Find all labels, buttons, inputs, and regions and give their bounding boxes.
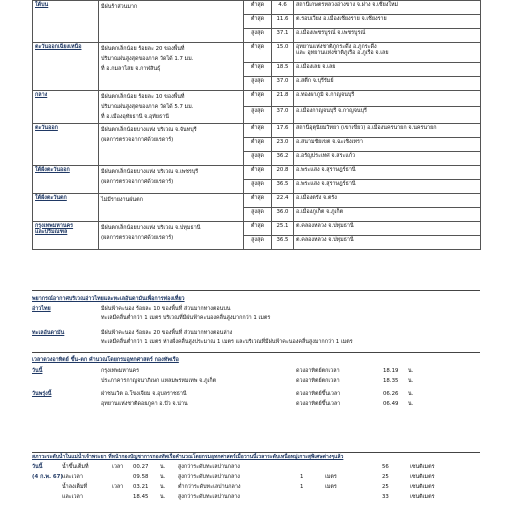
tide-desc: สูงกว่าระดับทะเลปานกลาง — [178, 474, 240, 480]
sun-time: 18.35 — [383, 378, 399, 384]
tide-time: 00.27 — [133, 464, 149, 470]
rain-note-line: มีฝนตกเล็กน้อย ร้อยละ 20 ของพื้นที่ — [101, 45, 185, 52]
sea-forecast-title: พยากรณ์อากาศบริเวณอ่าวไทยและทะเลอันดามันเพื่อการท่องเที่ยว — [32, 296, 185, 302]
weather-row — [33, 221, 481, 235]
sun-place: ประภาคารกาญจนาภิเษก แหลมพรหมเทพ จ.ภูเก็ต — [101, 378, 217, 384]
tide-period-label: เวลา — [112, 484, 124, 490]
rain-note-line: (ผลการตรวจอากาศด้วยเรดาร์) — [101, 234, 174, 241]
temp-place — [294, 165, 481, 179]
temp-kind: สูงสุด — [244, 235, 272, 249]
region-name-line: ตะวันออก — [35, 124, 58, 131]
rain-note-line: มีฝนตกเล็กน้อยบางแห่ง บริเวณ จ.เพชรบุรี — [101, 168, 199, 175]
temp-place — [294, 77, 481, 91]
rain-note-line: มีฝนร้าส่วนมาก — [101, 3, 138, 10]
sun-time: 18.19 — [383, 368, 399, 374]
sun-event: ดวงอาทิตย์ตกเวลา — [296, 378, 340, 384]
temp-kind: ต่ำสุด — [244, 63, 272, 77]
temp-place — [294, 91, 481, 107]
sun-unit: น. — [408, 391, 414, 397]
temp-place-line: ต.คลองหลวง จ.ปทุมธานี — [296, 222, 354, 229]
tide-time-unit: น. — [160, 494, 166, 500]
temp-place-line: อ.เมืองภูเก็ต จ.ภูเก็ต — [296, 208, 344, 215]
tide-time: 03.21 — [133, 484, 149, 490]
temp-place — [294, 137, 481, 151]
tide-cm: 25 — [382, 484, 389, 490]
temp-place — [294, 63, 481, 77]
temp-value: 37.1 — [272, 29, 294, 43]
tide-day: วันนี้ — [32, 464, 43, 470]
temp-place-line: อุทยานแห่งชาติภูกระดึง อ.ภูกระดึง — [296, 43, 377, 50]
temp-kind: สูงสุด — [244, 207, 272, 221]
region-name-line: กลาง — [35, 91, 48, 98]
temp-value: 11.6 — [272, 15, 294, 29]
temp-place — [294, 193, 481, 207]
region-name-line: ใต้บน — [35, 1, 49, 8]
tide-kind: และเวลา — [62, 474, 83, 480]
temp-place — [294, 107, 481, 123]
temp-value: 18.5 — [272, 63, 294, 77]
temp-place-line: สถานีอุตุนิยมวิทยา (เขาเขียว) อ.เมืองนครนายก จ.นครนายก — [296, 124, 437, 131]
weather-row — [33, 193, 481, 207]
temp-place — [294, 221, 481, 235]
section-divider — [32, 352, 480, 353]
temp-place — [294, 207, 481, 221]
tide-kind: และเวลา — [62, 494, 83, 500]
temp-kind: ต่ำสุด — [244, 91, 272, 107]
temp-place-line: ต.รอบเวียง อ.เมืองเชียงราย จ.เชียงราย — [296, 15, 387, 22]
region-name — [33, 43, 99, 91]
region-name — [33, 221, 99, 249]
tide-time: 18.45 — [133, 494, 149, 500]
sun-day: วันนี้ — [32, 368, 43, 374]
tide-date: (4 ก.พ. 67) — [32, 474, 63, 480]
sea-andaman-label: ทะเลอันดามัน — [32, 330, 65, 336]
temp-kind: ต่ำสุด — [244, 193, 272, 207]
temp-place — [294, 179, 481, 193]
temp-kind: ต่ำสุด — [244, 137, 272, 151]
rain-note — [99, 1, 244, 43]
temp-place-line: อ.เมืองตรัง จ.ตรัง — [296, 194, 337, 201]
temp-kind: ต่ำสุด — [244, 165, 272, 179]
rain-note-line: มีฝนตกเล็กน้อยบางแห่ง บริเวณ จ.ปทุมธานี — [101, 224, 201, 231]
tide-meter-unit: เมตร — [325, 484, 337, 490]
tide-meter: 1 — [300, 484, 304, 490]
sun-unit: น. — [408, 378, 414, 384]
sea-andaman-line-1: มีฝนฟ้าคะนอง ร้อยละ 20 ของพื้นที่ ส่วนมากทางตอนล่าง — [101, 330, 233, 336]
temp-place-line: อ.เมืองเลย จ.เลย — [296, 63, 336, 70]
tide-kind: น้ำขึ้นเต็มที่ — [62, 464, 89, 470]
rain-note — [99, 91, 244, 124]
rain-note-line: มีฝนตกเล็กน้อย ร้อยละ 10 ของพื้นที่ — [101, 93, 185, 100]
temp-value: 36.5 — [272, 179, 294, 193]
temp-place-line: อ.สตึก จ.บุรีรัมย์ — [296, 77, 334, 84]
temp-kind: ต่ำสุด — [244, 1, 272, 15]
temp-value: 37.0 — [272, 107, 294, 123]
temp-place — [294, 1, 481, 15]
temp-value: 20.8 — [272, 165, 294, 179]
tide-cm-unit: เซนติเมตร — [410, 474, 435, 480]
rain-note-line: ปริมาณฝนสูงสุดของภาค วัดได้ 1.7 มม. — [101, 55, 194, 62]
temp-value: 36.2 — [272, 151, 294, 165]
weather-row — [33, 91, 481, 107]
region-name — [33, 165, 99, 193]
temp-place-line: อ.พระแสง จ.สุราษฎร์ธานี — [296, 166, 356, 173]
weather-row — [33, 43, 481, 63]
temp-kind: สูงสุด — [244, 29, 272, 43]
tide-time-unit: น. — [160, 484, 166, 490]
temp-value: 4.6 — [272, 1, 294, 15]
sun-event: ดวงอาทิตย์ตกเวลา — [296, 368, 340, 374]
sun-day: วันพรุ่งนี้ — [32, 391, 52, 397]
sun-title: เวลาดวงอาทิตย์ ขึ้น-ตก คำนวณโดยกรมอุทกศาสตร์ กองทัพเรือ — [32, 357, 179, 363]
temp-place-line: อ.เมืองกาญจนบุรี จ.กาญจนบุรี — [296, 108, 367, 115]
temp-value: 36.5 — [272, 235, 294, 249]
rain-note-line: ปริมาณฝนสูงสุดของภาค วัดได้ 5.7 มม. — [101, 103, 194, 110]
temp-kind: ต่ำสุด — [244, 43, 272, 63]
temp-place — [294, 29, 481, 43]
temp-kind: ต่ำสุด — [244, 123, 272, 137]
temp-place — [294, 123, 481, 137]
weather-row — [33, 1, 481, 15]
temp-place-line: ต.คลองหลวง จ.ปทุมธานี — [296, 236, 354, 243]
temp-kind: สูงสุด — [244, 179, 272, 193]
sun-unit: น. — [408, 401, 414, 407]
tide-kind: น้ำลงเต็มที่ — [62, 484, 88, 490]
temp-place — [294, 43, 481, 63]
tide-title: สภาวะระดับน้ำในแม่น้ำเจ้าพระยา ที่หน้ากองบัญชาการกองทัพเรือคำนวณโดยกรมอุทกศาสตร์เมื่อวานนี้เวลาระดับเหนือหมู่เกาะสุพิเศษต่างๆแล้ว — [32, 454, 344, 460]
temp-place-line: อ.อรัญประเทศ จ.สระแก้ว — [296, 152, 356, 159]
temp-value: 23.0 — [272, 137, 294, 151]
tide-meter: 1 — [300, 474, 304, 480]
sun-time: 06.49 — [383, 401, 399, 407]
sun-unit: น. — [408, 368, 414, 374]
temp-value: 37.0 — [272, 77, 294, 91]
temp-kind: ต่ำสุด — [244, 15, 272, 29]
rain-note-line: ที่ อ.เมืองอุทัยธานี จ.อุทัยธานี — [101, 113, 169, 120]
rain-note — [99, 123, 244, 165]
region-name-line: ใต้ฝั่งตะวันออก — [35, 166, 70, 173]
temp-place — [294, 151, 481, 165]
tide-cm: 25 — [382, 474, 389, 480]
temp-place — [294, 15, 481, 29]
temp-place-line: อ.พระแสง จ.สุราษฎร์ธานี — [296, 180, 356, 187]
temp-value: 17.6 — [272, 123, 294, 137]
temp-value: 36.0 — [272, 207, 294, 221]
rain-note-line: (ผลการตรวจอากาศด้วยเรดาร์) — [101, 178, 174, 185]
sun-event: ดวงอาทิตย์ขึ้นเวลา — [296, 401, 341, 407]
weather-row — [33, 123, 481, 137]
tide-cm: 56 — [382, 464, 389, 470]
temp-place — [294, 235, 481, 249]
tide-time-unit: น. — [160, 474, 166, 480]
rain-note — [99, 193, 244, 221]
sea-gulf-line-2: ทะเลมีคลื่นต่ำกว่า 1 เมตร บริเวณที่มีฝนฟ้าคะนองคลื่นสูงมากกว่า 1 เมตร — [101, 315, 271, 321]
region-name — [33, 1, 99, 43]
tide-cm-unit: เซนติเมตร — [410, 484, 435, 490]
tide-desc: สูงกว่าระดับทะเลปานกลาง — [178, 464, 240, 470]
sea-gulf-line-1: มีฝนฟ้าคะนอง ร้อยละ 10 ของพื้นที่ ส่วนมากทางตอนบน — [101, 306, 231, 312]
section-divider — [32, 290, 480, 291]
tide-desc: ต่ำกว่าระดับทะเลปานกลาง — [178, 484, 241, 490]
temp-value: 15.0 — [272, 43, 294, 63]
rain-note — [99, 43, 244, 91]
weather-row — [33, 165, 481, 179]
tide-time-unit: น. — [160, 464, 166, 470]
section-divider — [32, 452, 480, 453]
temp-place-line: อ.ทองผาภูมิ จ.กาญจนบุรี — [296, 91, 355, 98]
sun-place: ฝาชนเวิต อ.โขงเจียม จ.อุบลราชธานี — [101, 391, 187, 397]
temp-place-line: สถานีเกษตรหลวงอ่างขาง จ.ฝาง จ.เชียงใหม่ — [296, 1, 399, 8]
rain-note-line: ที่ อ.กมลาไสย จ.กาฬสินธุ์ — [101, 65, 161, 72]
temp-place-line: และ อุทยานแห่งชาติภูเรือ อ.ภูเรือ จ.เลย — [296, 50, 389, 57]
tide-meter-unit: เมตร — [325, 474, 337, 480]
temp-kind: ต่ำสุด — [244, 221, 272, 235]
tide-cm: 33 — [382, 494, 389, 500]
weather-table — [32, 0, 481, 250]
temp-value: 21.8 — [272, 91, 294, 107]
tide-cm-unit: เซนติเมตร — [410, 464, 435, 470]
region-name — [33, 91, 99, 124]
region-name-line: และปริมณฑล — [35, 229, 68, 236]
region-name-line: ใต้ฝั่งตะวันตก — [35, 194, 67, 201]
rain-note-line: (ผลการตรวจอากาศด้วยเรดาร์) — [101, 136, 174, 143]
sun-place: กรุงเทพมหานคร — [101, 368, 140, 374]
tide-period-label: เวลา — [112, 464, 124, 470]
sun-time: 06.26 — [383, 391, 399, 397]
tide-time: 09.58 — [133, 474, 149, 480]
temp-kind: สูงสุด — [244, 77, 272, 91]
weather-table-body — [33, 1, 481, 250]
temp-value: 22.4 — [272, 193, 294, 207]
temp-kind: สูงสุด — [244, 151, 272, 165]
rain-note-line: ไม่มีรายงานฝนตก — [101, 196, 143, 203]
temp-place-line: อ.สนามชัยเขต จ.ฉะเชิงเทรา — [296, 138, 363, 145]
temp-kind: สูงสุด — [244, 107, 272, 123]
region-name-line: ตะวันออกเฉียงเหนือ — [35, 43, 82, 50]
sun-event: ดวงอาทิตย์ขึ้นเวลา — [296, 391, 341, 397]
region-name — [33, 193, 99, 221]
rain-note — [99, 165, 244, 193]
sun-place: อุทยานแห่งชาติดอยภูคา อ.ปัว จ.น่าน — [101, 401, 188, 407]
temp-place-line: อ.เมืองเพชรบูรณ์ จ.เพชรบูรณ์ — [296, 29, 366, 36]
region-name-line: กรุงเทพมหานคร — [35, 222, 74, 229]
rain-note-line: มีฝนตกเล็กน้อยบางแห่ง บริเวณ จ.จันทบุรี — [101, 126, 197, 133]
region-name — [33, 123, 99, 165]
sea-andaman-line-2: ทะเลมีคลื่นต่ำกว่า 1 เมตร ห่างฝั่งคลื่นสูงประมาณ 1 เมตร และบริเวณที่มีฝนฟ้าคะนองคลื่นสูงมากกว่า 1 เมตร — [101, 339, 353, 345]
tide-cm-unit: เซนติเมตร — [410, 494, 435, 500]
temp-value: 25.1 — [272, 221, 294, 235]
tide-desc: สูงกว่าระดับทะเลปานกลาง — [178, 494, 240, 500]
rain-note — [99, 221, 244, 249]
sea-gulf-label: อ่าวไทย — [32, 306, 51, 312]
